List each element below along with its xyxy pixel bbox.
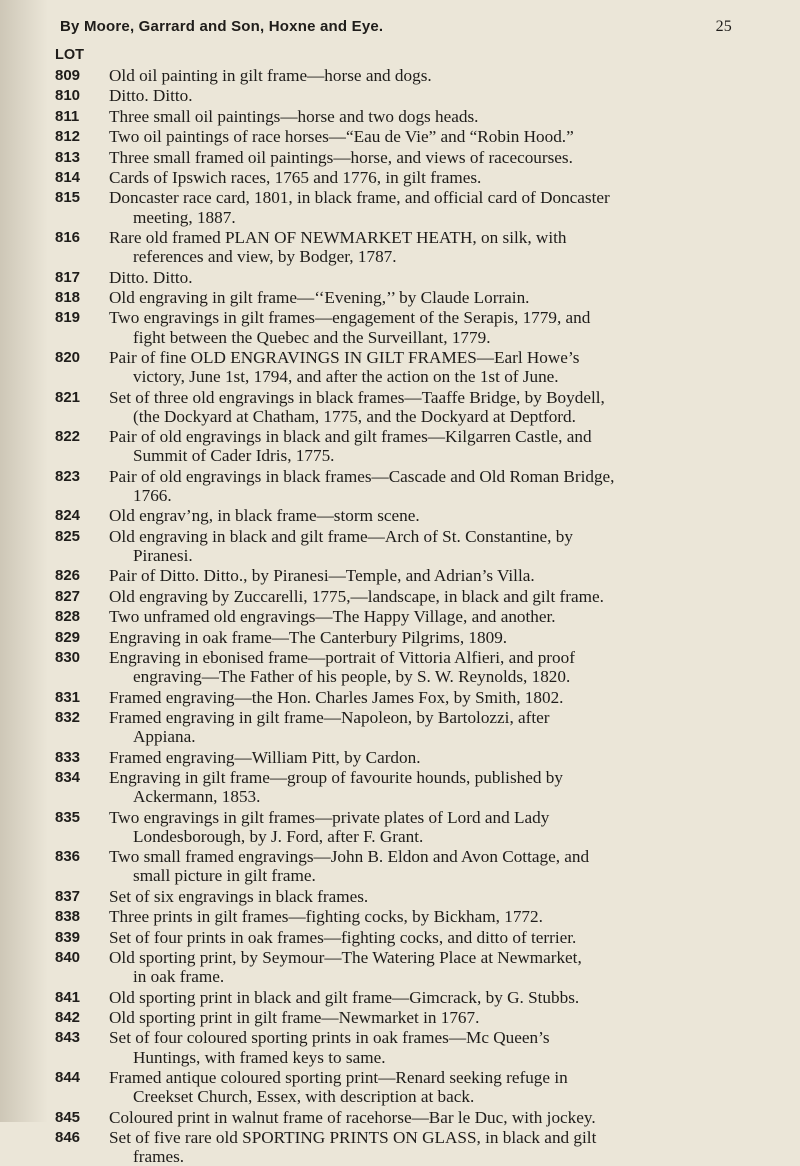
lot-number: 825 bbox=[55, 527, 81, 545]
lot-description bbox=[109, 768, 769, 806]
lot-description-line: Old engraving by Zuccarelli, 1775,—landscape, in black and gilt frame. bbox=[109, 586, 604, 606]
lot-number: 845 bbox=[55, 1108, 81, 1126]
lot-description-continuation: 1766. bbox=[133, 486, 172, 505]
lot-description-line: Old oil painting in gilt frame—horse and dogs. bbox=[109, 66, 432, 85]
lot-description bbox=[109, 648, 769, 686]
lot-number: 837 bbox=[55, 887, 81, 905]
lot-description bbox=[109, 1008, 769, 1027]
lot-number: 810 bbox=[55, 87, 81, 105]
lot-description-continuation: in oak frame. bbox=[133, 967, 225, 987]
lot-number: 831 bbox=[55, 688, 81, 706]
lot-description bbox=[109, 1128, 769, 1166]
lot-description-line: Old sporting print in black and gilt frame—Gimcrack, by G. Stubbs. bbox=[109, 987, 580, 1007]
lot-description bbox=[109, 527, 769, 565]
lot-description bbox=[109, 1068, 769, 1106]
lot-description-line: Old engraving in gilt frame—‘‘Evening,’’ by Claude Lorrain. bbox=[109, 288, 530, 307]
lot-description-continuation: Summit of Cader Idris, 1775. bbox=[133, 446, 335, 466]
lot-description-line: Framed engraving in gilt frame—Napoleon, by Bartolozzi, after bbox=[109, 708, 550, 727]
lot-number: 843 bbox=[55, 1029, 81, 1047]
lot-number: 821 bbox=[55, 388, 81, 406]
lot-number: 822 bbox=[55, 428, 81, 446]
lot-description-continuation: (the Dockyard at Chatham, 1775, and the Dockyard at Deptford. bbox=[133, 406, 576, 426]
lot-description-line: Set of six engravings in black frames. bbox=[109, 886, 369, 906]
lot-number: 819 bbox=[55, 309, 81, 327]
lot-number: 814 bbox=[55, 169, 81, 186]
lot-description bbox=[109, 168, 769, 187]
lot-description bbox=[109, 988, 769, 1007]
lot-number: 844 bbox=[55, 1069, 81, 1086]
lot-description bbox=[109, 288, 769, 307]
lot-description-continuation: references and view, by Bodger, 1787. bbox=[133, 247, 397, 267]
lot-description bbox=[109, 887, 769, 906]
lot-description bbox=[109, 66, 769, 85]
lot-description-line: Coloured print in walnut frame of racehorse—Bar le Duc, with jockey. bbox=[109, 1107, 596, 1127]
lot-description bbox=[109, 566, 769, 585]
lot-description-line: Three small oil paintings—horse and two dogs heads. bbox=[109, 106, 479, 126]
lot-number: 820 bbox=[55, 349, 81, 366]
lot-description-line: Engraving in ebonised frame—portrait of Vittoria Alfieri, and proof bbox=[109, 648, 575, 667]
lot-description-continuation: Ackermann, 1853. bbox=[133, 787, 261, 807]
lot-number: 809 bbox=[55, 67, 81, 84]
lot-number: 813 bbox=[55, 148, 81, 166]
lot-description-line: Pair of old engravings in black frames—Cascade and Old Roman Bridge, bbox=[109, 466, 615, 486]
lot-description bbox=[109, 708, 769, 746]
lot-description bbox=[109, 348, 769, 386]
lot-description bbox=[109, 268, 769, 287]
lot-description-line: Ditto. Ditto. bbox=[109, 267, 193, 287]
lot-description bbox=[109, 928, 769, 947]
lot-number: 846 bbox=[55, 1129, 81, 1146]
lot-description-continuation: victory, June 1st, 1794, and after the action on the 1st of June. bbox=[133, 367, 559, 387]
lot-description bbox=[109, 506, 769, 525]
lot-description-line: Engraving in oak frame—The Canterbury Pilgrims, 1809. bbox=[109, 627, 508, 647]
lot-number: 836 bbox=[55, 848, 81, 866]
lot-description-line: Framed engraving—William Pitt, by Cardon. bbox=[109, 747, 421, 767]
lot-description bbox=[109, 388, 769, 426]
page-number: 25 bbox=[715, 18, 732, 35]
lot-description-line: Set of four prints in oak frames—fighting cocks, and ditto of terrier. bbox=[109, 927, 577, 947]
lot-description-continuation: Londesborough, by J. Ford, after F. Grant. bbox=[133, 826, 424, 846]
lot-number: 811 bbox=[55, 107, 80, 125]
lot-description-line: Engraving in gilt frame—group of favourite hounds, published by bbox=[109, 768, 563, 787]
lot-description bbox=[109, 188, 769, 226]
lot-description-line: Set of five rare old SPORTING PRINTS ON GLASS, in black and gilt bbox=[109, 1128, 597, 1147]
lot-description bbox=[109, 107, 769, 126]
publisher-line: By Moore, Garrard and Son, Hoxne and Eye. bbox=[60, 18, 384, 35]
lot-number: 827 bbox=[55, 587, 81, 605]
page-margin-shadow bbox=[0, 0, 48, 1122]
lot-number: 840 bbox=[55, 949, 81, 966]
lot-description-line: Two unframed old engravings—The Happy Village, and another. bbox=[109, 607, 556, 627]
lot-description bbox=[109, 127, 769, 146]
lot-description-line: Two oil paintings of race horses—“Eau de Vie” and “Robin Hood.” bbox=[109, 127, 574, 147]
lot-description bbox=[109, 748, 769, 767]
lot-description bbox=[109, 587, 769, 606]
lot-description-line: Two engravings in gilt frames—engagement of the Serapis, 1779, and bbox=[109, 308, 591, 328]
lot-description-line: Set of four coloured sporting prints in oak frames—Mc Queen’s bbox=[109, 1028, 550, 1048]
lot-description bbox=[109, 907, 769, 926]
lot-description-continuation: engraving—The Father of his people, by S. W. Reynolds, 1820. bbox=[133, 667, 571, 687]
lot-description-continuation: Huntings, with framed keys to same. bbox=[133, 1047, 386, 1067]
lot-number: 818 bbox=[55, 289, 81, 306]
lot-number: 817 bbox=[55, 268, 81, 286]
lot-number: 838 bbox=[55, 908, 81, 926]
lot-description-line: Three small framed oil paintings—horse, and views of racecourses. bbox=[109, 147, 573, 167]
lot-number: 816 bbox=[55, 229, 81, 246]
lot-description-line: Pair of fine OLD ENGRAVINGS IN GILT FRAMES—Earl Howe’s bbox=[109, 348, 580, 367]
lot-description-continuation: Creekset Church, Essex, with description at back. bbox=[133, 1087, 475, 1107]
lot-description bbox=[109, 847, 769, 885]
lot-description bbox=[109, 688, 769, 707]
lot-description bbox=[109, 607, 769, 626]
lot-description bbox=[109, 148, 769, 167]
lot-number: 828 bbox=[55, 608, 81, 626]
lot-description-line: Framed engraving—the Hon. Charles James Fox, by Smith, 1802. bbox=[109, 687, 564, 707]
lot-description bbox=[109, 308, 769, 346]
lot-description bbox=[109, 808, 769, 846]
lot-description-line: Cards of Ipswich races, 1765 and 1776, in gilt frames. bbox=[109, 168, 482, 187]
lot-description bbox=[109, 1028, 769, 1066]
lot-description-line: Old engrav’ng, in black frame—storm scene. bbox=[109, 506, 420, 526]
lot-number: 835 bbox=[55, 808, 81, 826]
lot-description-line: Old engraving in black and gilt frame—Arch of St. Constantine, by bbox=[109, 526, 573, 546]
lot-number: 834 bbox=[55, 769, 81, 786]
lot-description-line: Two engravings in gilt frames—private plates of Lord and Lady bbox=[109, 807, 550, 827]
lot-description-continuation: fight between the Quebec and the Surveillant, 1779. bbox=[133, 327, 491, 347]
lot-number: 815 bbox=[55, 189, 81, 207]
lot-description-line: Set of three old engravings in black frames—Taaffe Bridge, by Boydell, bbox=[109, 387, 605, 407]
lot-description-continuation: frames. bbox=[133, 1147, 185, 1166]
lot-description-line: Doncaster race card, 1801, in black frame, and official card of Doncaster bbox=[109, 188, 610, 208]
lot-description bbox=[109, 948, 769, 986]
lot-description-continuation: small picture in gilt frame. bbox=[133, 866, 316, 886]
lot-number: 841 bbox=[55, 988, 81, 1006]
lot-description-continuation: Piranesi. bbox=[133, 546, 193, 565]
lot-description-line: Two small framed engravings—John B. Eldon and Avon Cottage, and bbox=[109, 847, 590, 867]
lot-number: 812 bbox=[55, 128, 81, 146]
lot-description-line: Rare old framed PLAN OF NEWMARKET HEATH, on silk, with bbox=[109, 228, 567, 247]
lot-description bbox=[109, 628, 769, 647]
lot-number: 833 bbox=[55, 748, 81, 766]
lot-description-continuation: meeting, 1887. bbox=[133, 207, 236, 227]
page-header bbox=[60, 18, 760, 44]
lot-description-continuation: Appiana. bbox=[133, 727, 196, 747]
lot-number: 842 bbox=[55, 1009, 81, 1026]
lot-number: 839 bbox=[55, 928, 81, 946]
lot-description-line: Pair of Ditto. Ditto., by Piranesi—Temple, and Adrian’s Villa. bbox=[109, 566, 535, 586]
lot-number: 829 bbox=[55, 628, 81, 646]
lot-description-line: Old sporting print, by Seymour—The Watering Place at Newmarket, bbox=[109, 948, 582, 967]
lot-description-line: Ditto. Ditto. bbox=[109, 86, 193, 106]
lot-number: 826 bbox=[55, 567, 81, 585]
lot-number: 830 bbox=[55, 649, 81, 666]
lot-column-heading: LOT bbox=[55, 47, 84, 63]
lot-description-line: Old sporting print in gilt frame—Newmarket in 1767. bbox=[109, 1008, 480, 1027]
lot-description bbox=[109, 427, 769, 465]
lot-number: 823 bbox=[55, 467, 81, 485]
lot-number: 832 bbox=[55, 709, 81, 726]
lot-description bbox=[109, 1108, 769, 1127]
lot-description bbox=[109, 86, 769, 105]
lot-description bbox=[109, 467, 769, 505]
lot-description-line: Three prints in gilt frames—fighting cocks, by Bickham, 1772. bbox=[109, 907, 543, 927]
lot-description-line: Framed antique coloured sporting print—Renard seeking refuge in bbox=[109, 1068, 568, 1087]
lot-description-line: Pair of old engravings in black and gilt frames—Kilgarren Castle, and bbox=[109, 427, 592, 447]
lot-description bbox=[109, 228, 769, 266]
lot-number: 824 bbox=[55, 507, 81, 525]
